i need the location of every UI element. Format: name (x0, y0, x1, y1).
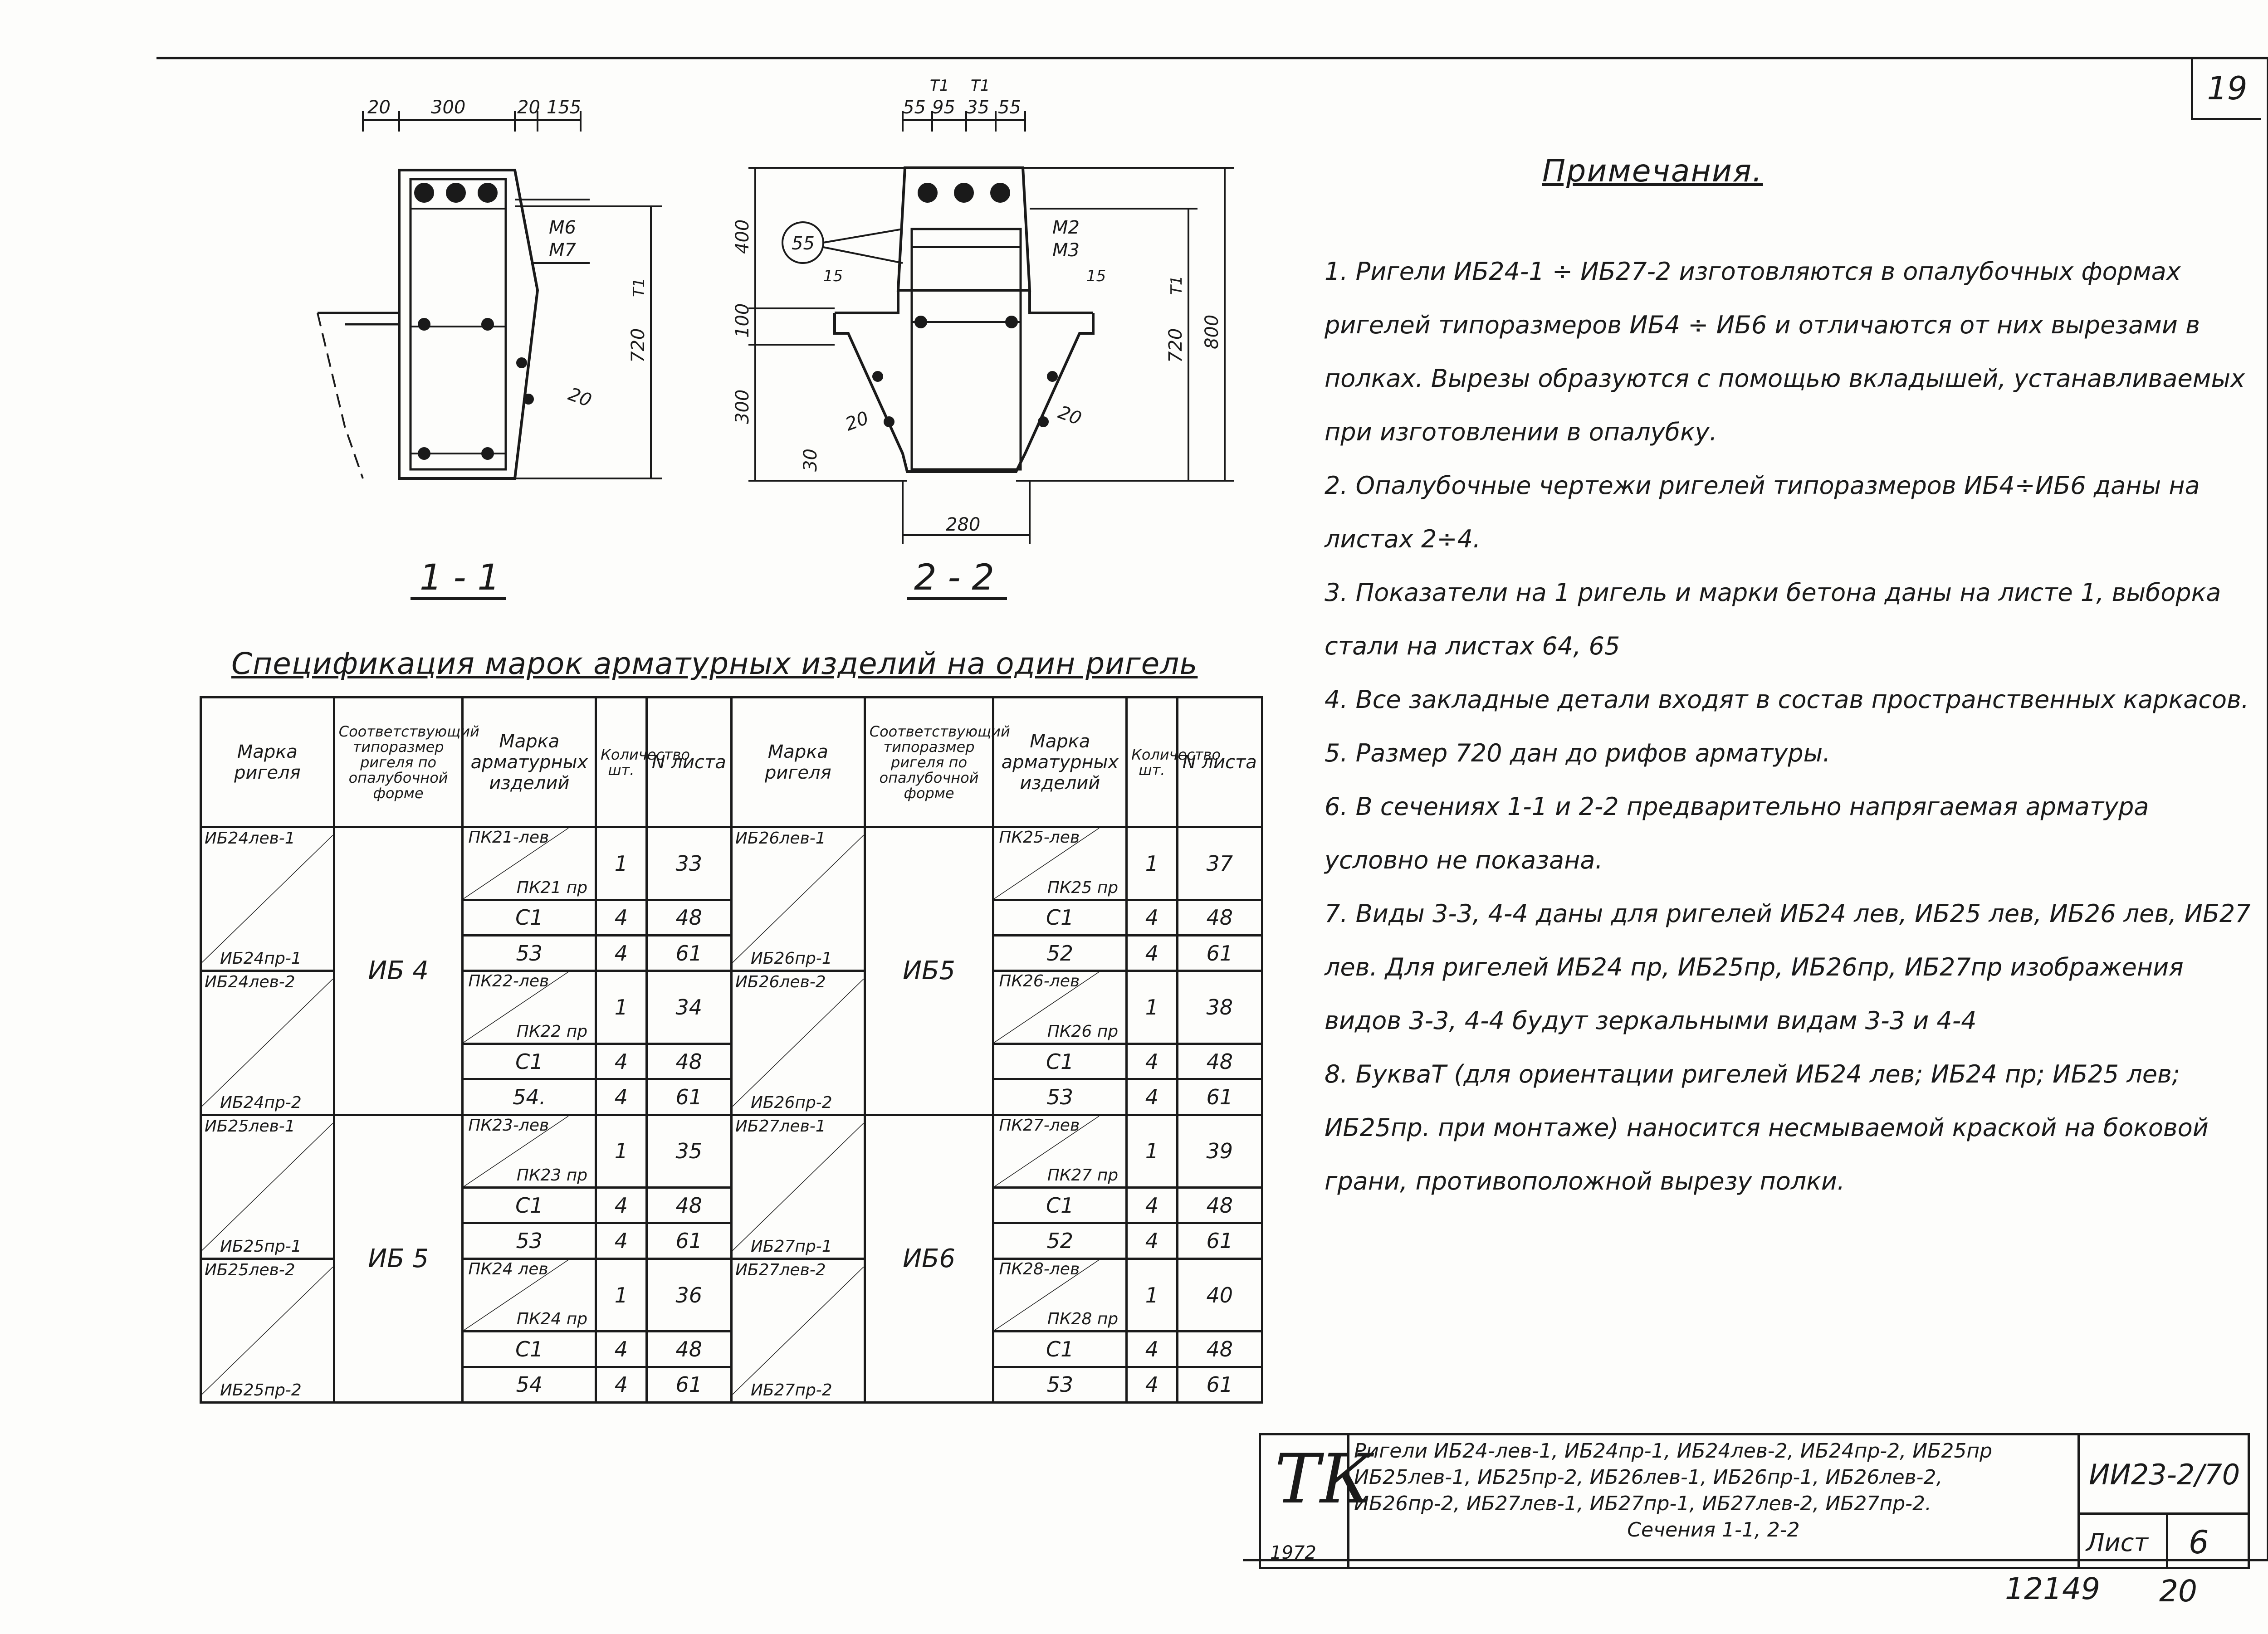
header-item: Марка арматурных изделий (463, 697, 596, 827)
s2-callout-m2: М2 (1052, 217, 1080, 238)
footer-number-b: 20 (2159, 1574, 2197, 1609)
qty-cell: 4 (1127, 1079, 1177, 1115)
s2-dim-280: 280 (946, 514, 981, 535)
item-cell: С1 (993, 900, 1127, 935)
mark-cell (201, 971, 334, 1115)
qty-cell: 4 (596, 1223, 646, 1258)
s2-callout-m3: М3 (1052, 240, 1080, 261)
header-corr: Соответствующий типоразмер ригеля по опалубочной форме (334, 697, 463, 827)
table-row (201, 1115, 1262, 1188)
item-cell (993, 971, 1127, 1044)
item-cell: С1 (463, 1332, 596, 1367)
sheet-cell: 38 (1177, 971, 1262, 1044)
qty-cell: 1 (1127, 1258, 1177, 1332)
s1-callout-m7: М7 (549, 240, 576, 261)
qty-cell: 4 (1127, 1188, 1177, 1223)
stamp-line-2: ИБ25лев-1, ИБ25пр-2, ИБ26лев-1, ИБ26пр-1, ИБ26лев-2, (1354, 1466, 1943, 1489)
item-cell: С1 (993, 1044, 1127, 1079)
item-cell (993, 827, 1127, 900)
corr-cell: ИБ 4 (334, 827, 463, 1115)
s1-callout-m6: М6 (549, 217, 576, 238)
header-sheet-r: N листа (1177, 697, 1262, 827)
item-top: ПК24 лев (468, 1259, 548, 1278)
item-top: ПК27-лев (999, 1116, 1080, 1135)
stamp-sheet (2080, 1515, 2250, 1569)
item-bottom: ПК21 пр (516, 878, 588, 897)
qty-cell: 4 (1127, 1332, 1177, 1367)
item-cell (993, 1115, 1127, 1188)
qty-cell: 4 (1127, 1223, 1177, 1258)
sheet-cell: 48 (646, 1332, 731, 1367)
note-4: 4. Все закладные детали входят в состав пространственных каркасов. (1325, 685, 2249, 714)
page-number: 19 (2191, 59, 2261, 120)
qty-cell: 1 (596, 1258, 646, 1332)
s1-dim-155: 155 (547, 97, 582, 118)
mark-top: ИБ27лев-2 (735, 1260, 826, 1279)
s2-dim-800: 800 (1202, 314, 1222, 349)
sheet-cell: 48 (1177, 1044, 1262, 1079)
header-qty: Количество шт. (596, 697, 646, 827)
note-5: 5. Размер 720 дан до рифов арматуры. (1325, 739, 1831, 767)
mark-top: ИБ26лев-1 (735, 829, 826, 848)
mark-cell (731, 1115, 865, 1258)
qty-cell: 4 (596, 1079, 646, 1115)
sheet-cell: 34 (646, 971, 731, 1044)
qty-cell: 4 (596, 900, 646, 935)
mark-top: ИБ24лев-2 (205, 973, 295, 992)
s1-dim-300: 300 (431, 97, 466, 118)
item-bottom: ПК22 пр (516, 1022, 588, 1041)
mark-cell (201, 827, 334, 971)
item-top: ПК23-лев (468, 1116, 549, 1135)
stamp-year: 1972 (1270, 1542, 1316, 1563)
note-7: 7. Виды 3-3, 4-4 даны для ригелей ИБ24 лев, ИБ25 лев, ИБ26 лев, ИБ27 лев. Для ригелей ИБ24 пр, ИБ25пр, ИБ26пр, ИБ27пр изображения видов 3-3, 4-4 будут зеркальными видам 3-3 и 4-4 (1325, 899, 2251, 1035)
mark-top: ИБ24лев-1 (205, 829, 295, 848)
item-cell: 54. (463, 1079, 596, 1115)
sheet-cell: 40 (1177, 1258, 1262, 1332)
section-1-1-drawing (318, 111, 662, 599)
sheet-cell: 36 (646, 1258, 731, 1332)
sheet-cell: 48 (1177, 900, 1262, 935)
qty-cell: 4 (596, 1367, 646, 1402)
qty-cell: 4 (1127, 936, 1177, 971)
mark-bottom: ИБ25пр-1 (220, 1237, 302, 1256)
sheet-cell: 61 (1177, 1367, 1262, 1402)
s2-dim-100: 100 (732, 303, 753, 338)
qty-cell: 4 (1127, 1044, 1177, 1079)
s2-dim-55a: 55 (903, 97, 926, 118)
table-row (201, 827, 1262, 900)
note-6: 6. В сечениях 1-1 и 2-2 предварительно напрягаемая арматура условно не показана. (1325, 792, 2149, 874)
qty-cell: 1 (596, 971, 646, 1044)
item-cell: С1 (463, 1188, 596, 1223)
item-cell: С1 (463, 1044, 596, 1079)
sheet-cell: 61 (646, 936, 731, 971)
s2-top-marker-2: Т1 (971, 77, 990, 95)
sheet-cell: 61 (1177, 936, 1262, 971)
s1-callout-20: 20 (565, 384, 595, 411)
sheet-cell: 33 (646, 827, 731, 900)
item-top: ПК22-лев (468, 972, 549, 991)
mark-top: ИБ26лев-2 (735, 973, 826, 992)
sheet-cell: 48 (646, 1188, 731, 1223)
s2-callout-20b: 20 (1055, 402, 1085, 429)
sheet-cell: 61 (646, 1223, 731, 1258)
s2-label: 2 - 2 (914, 557, 994, 598)
header-corr-r: Соответствующий типоразмер ригеля по опалубочной форме (865, 697, 993, 827)
stamp-logo (1259, 1433, 1373, 1569)
mark-top: ИБ25лев-2 (205, 1260, 295, 1279)
s1-dim-20b: 20 (517, 97, 540, 118)
mark-bottom: ИБ24пр-1 (220, 949, 302, 968)
item-cell (463, 827, 596, 900)
mark-bottom: ИБ26пр-2 (750, 1093, 832, 1112)
stamp-line-1: Ригели ИБ24-лев-1, ИБ24пр-1, ИБ24лев-2, ИБ24пр-2, ИБ25пр (1354, 1439, 1993, 1463)
s2-top-marker-1: Т1 (930, 77, 949, 95)
s2-callout-20a: 20 (842, 407, 872, 435)
s2-dim-400: 400 (732, 219, 753, 254)
item-top: ПК21-лев (468, 828, 549, 847)
stamp-code: ИИ23-2/70 (2080, 1433, 2250, 1515)
item-top: ПК28-лев (999, 1259, 1080, 1278)
qty-cell: 4 (596, 1044, 646, 1079)
mark-cell (201, 1115, 334, 1258)
qty-cell: 4 (596, 936, 646, 971)
item-cell: 52 (993, 1223, 1127, 1258)
mark-top: ИБ25лев-1 (205, 1117, 295, 1136)
s2-circle-label: 55 (792, 233, 815, 254)
note-1: 1. Ригели ИБ24-1 ÷ ИБ27-2 изготовляются в опалубочных формах ригелей типоразмеров ИБ4 ÷ ИБ6 и отличаются от них вырезами в полках. Вырезы образуются с помощью вкладышей, устанавливаемых при изготовлении в опалубку. (1325, 257, 2245, 446)
qty-cell: 1 (1127, 827, 1177, 900)
item-cell: С1 (463, 900, 596, 935)
item-bottom: ПК27 пр (1047, 1166, 1119, 1185)
sheet-cell: 37 (1177, 827, 1262, 900)
s2-dim-300: 300 (732, 389, 753, 424)
header-mark: Марка ригеля (201, 697, 334, 827)
section-2-2-drawing (748, 111, 1234, 599)
notes-list (1325, 245, 2259, 1208)
item-top: ПК26-лев (999, 972, 1080, 991)
mark-bottom: ИБ26пр-1 (750, 949, 832, 968)
s2-dim-55b: 55 (998, 97, 1021, 118)
qty-cell: 4 (1127, 1367, 1177, 1402)
header-qty-r: Количество шт. (1127, 697, 1177, 827)
s1-label: 1 - 1 (420, 557, 500, 598)
s1-marker-t1: Т1 (630, 278, 648, 297)
item-cell: 52 (993, 936, 1127, 971)
sheet-cell: 61 (1177, 1223, 1262, 1258)
corr-cell: ИБ 5 (334, 1115, 463, 1403)
spec-title: Спецификация марок арматурных изделий на один ригель (231, 646, 1198, 681)
item-cell (463, 971, 596, 1044)
corr-cell: ИБ6 (865, 1115, 993, 1403)
s2-dim-30: 30 (800, 449, 821, 472)
corr-cell: ИБ5 (865, 827, 993, 1115)
s2-callout-15a: 15 (823, 267, 843, 285)
mark-bottom: ИБ24пр-2 (220, 1093, 302, 1112)
sheet-number: 6 (2189, 1524, 2209, 1561)
qty-cell: 1 (596, 827, 646, 900)
s2-callout-15b: 15 (1086, 267, 1106, 285)
s1-dim-720: 720 (628, 328, 649, 363)
note-2: 2. Опалубочные чертежи ригелей типоразмеров ИБ4÷ИБ6 даны на листах 2÷4. (1325, 471, 2200, 553)
stamp-line-3: ИБ26пр-2, ИБ27лев-1, ИБ27пр-1, ИБ27лев-2, ИБ27пр-2. (1354, 1492, 1932, 1515)
sheet-divider (2166, 1515, 2168, 1567)
item-cell (993, 1258, 1127, 1332)
qty-cell: 1 (1127, 1115, 1177, 1188)
item-bottom: ПК26 пр (1047, 1022, 1119, 1041)
spec-table (200, 696, 1263, 1404)
title-block (1259, 1433, 2268, 1569)
tk-logo: ТК (1275, 1440, 1373, 1519)
qty-cell: 4 (596, 1188, 646, 1223)
sheet-cell: 35 (646, 1115, 731, 1188)
mark-cell (731, 971, 865, 1115)
stamp-description (1349, 1433, 2080, 1569)
qty-cell: 4 (596, 1332, 646, 1367)
item-cell: С1 (993, 1188, 1127, 1223)
item-cell: 53 (463, 1223, 596, 1258)
sheet-cell: 39 (1177, 1115, 1262, 1188)
item-bottom: ПК28 пр (1047, 1310, 1119, 1329)
item-bottom: ПК23 пр (516, 1166, 588, 1185)
sheet-cell: 48 (646, 1044, 731, 1079)
s1-dim-20a: 20 (367, 97, 391, 118)
item-cell (463, 1115, 596, 1188)
sheet-cell: 48 (646, 900, 731, 935)
sheet-cell: 61 (646, 1367, 731, 1402)
sheet-cell: 48 (1177, 1332, 1262, 1367)
mark-bottom: ИБ27пр-2 (750, 1381, 832, 1400)
item-top: ПК25-лев (999, 828, 1080, 847)
mark-cell (731, 1258, 865, 1402)
mark-bottom: ИБ25пр-2 (220, 1381, 302, 1400)
qty-cell: 4 (1127, 900, 1177, 935)
item-cell: 53 (463, 936, 596, 971)
header-mark-r: Марка ригеля (731, 697, 865, 827)
sheet-cell: 61 (1177, 1079, 1262, 1115)
s2-dim-720: 720 (1165, 328, 1186, 363)
sheet-cell: 48 (1177, 1188, 1262, 1223)
item-cell: 53 (993, 1367, 1127, 1402)
s2-marker-t1: Т1 (1168, 275, 1186, 295)
qty-cell: 1 (1127, 971, 1177, 1044)
stamp-line-4: Сечения 1-1, 2-2 (1627, 1518, 1800, 1541)
notes-title: Примечания. (1542, 153, 1763, 189)
item-cell: С1 (993, 1332, 1127, 1367)
footer-number-a: 12149 (2005, 1571, 2100, 1606)
mark-cell (201, 1258, 334, 1402)
item-bottom: ПК25 пр (1047, 878, 1119, 897)
mark-bottom: ИБ27пр-1 (750, 1237, 832, 1256)
item-cell: 53 (993, 1079, 1127, 1115)
header-item-r: Марка арматурных изделий (993, 697, 1127, 827)
item-cell: 54 (463, 1367, 596, 1402)
s2-dim-95: 95 (932, 97, 955, 118)
qty-cell: 1 (596, 1115, 646, 1188)
mark-top: ИБ27лев-1 (735, 1117, 826, 1136)
sheet-cell: 61 (646, 1079, 731, 1115)
item-cell (463, 1258, 596, 1332)
sheet-label: Лист (2086, 1528, 2148, 1557)
table-header-row (201, 697, 1262, 827)
item-bottom: ПК24 пр (516, 1310, 588, 1329)
mark-cell (731, 827, 865, 971)
note-8: 8. БукваТ (для ориентации ригелей ИБ24 лев; ИБ24 пр; ИБ25 лев; ИБ25пр. при монтаже) наносится несмываемой краской на боковой грани, противоположной вырезу полки. (1325, 1060, 2209, 1195)
s2-dim-35: 35 (966, 97, 989, 118)
note-3: 3. Показатели на 1 ригель и марки бетона даны на листе 1, выборка стали на листах 64, 65 (1325, 578, 2221, 660)
header-sheet: N листа (646, 697, 731, 827)
